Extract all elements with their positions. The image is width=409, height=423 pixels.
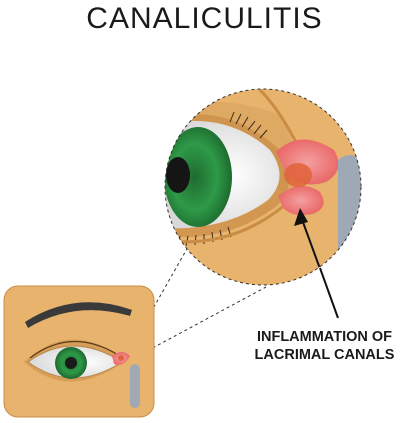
caruncle — [284, 163, 312, 187]
diagram-title: CANALICULITIS — [86, 2, 323, 35]
small-eye-panel — [4, 286, 154, 417]
large-pupil — [166, 157, 190, 193]
annotation-line-1: INFLAMMATION OF — [256, 329, 393, 345]
pointer-tail — [320, 268, 338, 318]
small-lacrimal-duct — [130, 364, 140, 408]
annotation-line-2: LACRIMAL CANALS — [254, 347, 395, 363]
magnified-view — [160, 85, 370, 318]
small-pupil — [65, 357, 77, 369]
lacrimal-duct — [338, 155, 362, 286]
